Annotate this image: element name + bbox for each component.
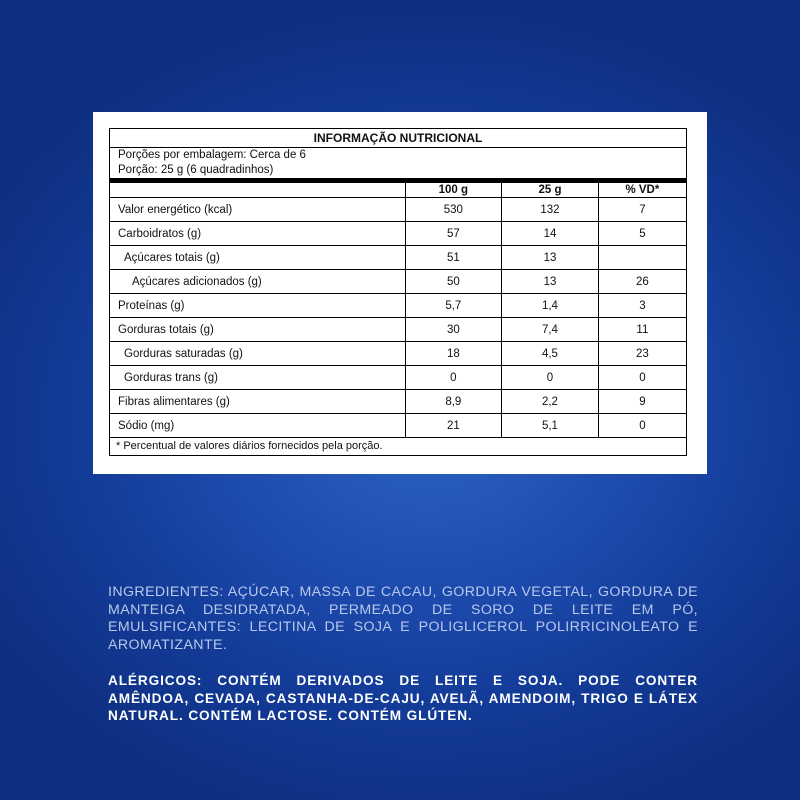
value-100g: 8,9 (405, 390, 502, 414)
nutrition-panel (93, 112, 707, 474)
value-25g: 132 (502, 198, 599, 222)
nutrient-name: Açúcares adicionados (g) (110, 270, 405, 294)
nutrient-name: Fibras alimentares (g) (110, 390, 405, 414)
nutrition-footnote: * Percentual de valores diários fornecidos pela porção. (116, 440, 383, 452)
value-100g: 57 (405, 222, 502, 246)
nutrient-name: Açúcares totais (g) (110, 246, 405, 270)
value-100g: 21 (405, 414, 502, 438)
value-25g: 14 (502, 222, 599, 246)
table-row (110, 366, 686, 390)
servings-per-package: Porções por embalagem: Cerca de 6 (118, 149, 306, 161)
value-100g: 30 (405, 318, 502, 342)
nutrient-name: Sódio (mg) (110, 414, 405, 438)
header-100g: 100 g (405, 183, 502, 198)
value-25g: 5,1 (502, 414, 599, 438)
value-100g: 51 (405, 246, 502, 270)
header-nutrient (110, 183, 405, 198)
serving-size: Porção: 25 g (6 quadradinhos) (118, 164, 274, 176)
value-25g: 2,2 (502, 390, 599, 414)
value-25g: 1,4 (502, 294, 599, 318)
value-vd: 9 (598, 390, 686, 414)
value-vd: 0 (598, 414, 686, 438)
value-100g: 530 (405, 198, 502, 222)
value-25g: 0 (502, 366, 599, 390)
value-25g: 7,4 (502, 318, 599, 342)
table-row (110, 198, 686, 222)
table-row (110, 222, 686, 246)
table-row (110, 342, 686, 366)
value-vd: 0 (598, 366, 686, 390)
nutrient-name: Valor energético (kcal) (110, 198, 405, 222)
nutrition-title: INFORMAÇÃO NUTRICIONAL (110, 129, 686, 148)
value-vd: 3 (598, 294, 686, 318)
value-vd (598, 246, 686, 270)
value-vd: 23 (598, 342, 686, 366)
value-vd: 11 (598, 318, 686, 342)
value-25g: 4,5 (502, 342, 599, 366)
nutrient-name: Gorduras totais (g) (110, 318, 405, 342)
value-100g: 0 (405, 366, 502, 390)
value-vd: 26 (598, 270, 686, 294)
table-row (110, 270, 686, 294)
nutrient-name: Proteínas (g) (110, 294, 405, 318)
header-25g: 25 g (502, 183, 599, 198)
value-100g: 5,7 (405, 294, 502, 318)
nutrient-name: Carboidratos (g) (110, 222, 405, 246)
ingredients-text: INGREDIENTES: AÇÚCAR, MASSA DE CACAU, GORDURA VEGETAL, GORDURA DE MANTEIGA DESIDRATADA, PERMEADO DE SORO DE LEITE EM PÓ, EMULSIFICANTES: LECITINA DE SOJA E POLIGLICEROL POLIRRICINOLEATO E AROMATIZANTE. (108, 584, 698, 653)
nutrient-name: Gorduras trans (g) (110, 366, 405, 390)
value-vd: 5 (598, 222, 686, 246)
nutrient-name: Gorduras saturadas (g) (110, 342, 405, 366)
header-vd: % VD* (598, 183, 686, 198)
value-100g: 18 (405, 342, 502, 366)
table-row (110, 246, 686, 270)
value-vd: 7 (598, 198, 686, 222)
nutrition-meta (110, 148, 686, 178)
table-row (110, 414, 686, 438)
nutrition-table (109, 128, 687, 456)
allergens-text: ALÉRGICOS: CONTÉM DERIVADOS DE LEITE E SOJA. PODE CONTER AMÊNDOA, CEVADA, CASTANHA-DE-CAJU, AVELÃ, AMENDOIM, TRIGO E LÁTEX NATURAL. CONTÉM LACTOSE. CONTÉM GLÚTEN. (108, 673, 698, 723)
table-row (110, 390, 686, 414)
value-25g: 13 (502, 270, 599, 294)
table-row (110, 294, 686, 318)
table-row (110, 318, 686, 342)
value-25g: 13 (502, 246, 599, 270)
nutrition-values-table (110, 183, 686, 438)
value-100g: 50 (405, 270, 502, 294)
header-row (110, 183, 686, 198)
